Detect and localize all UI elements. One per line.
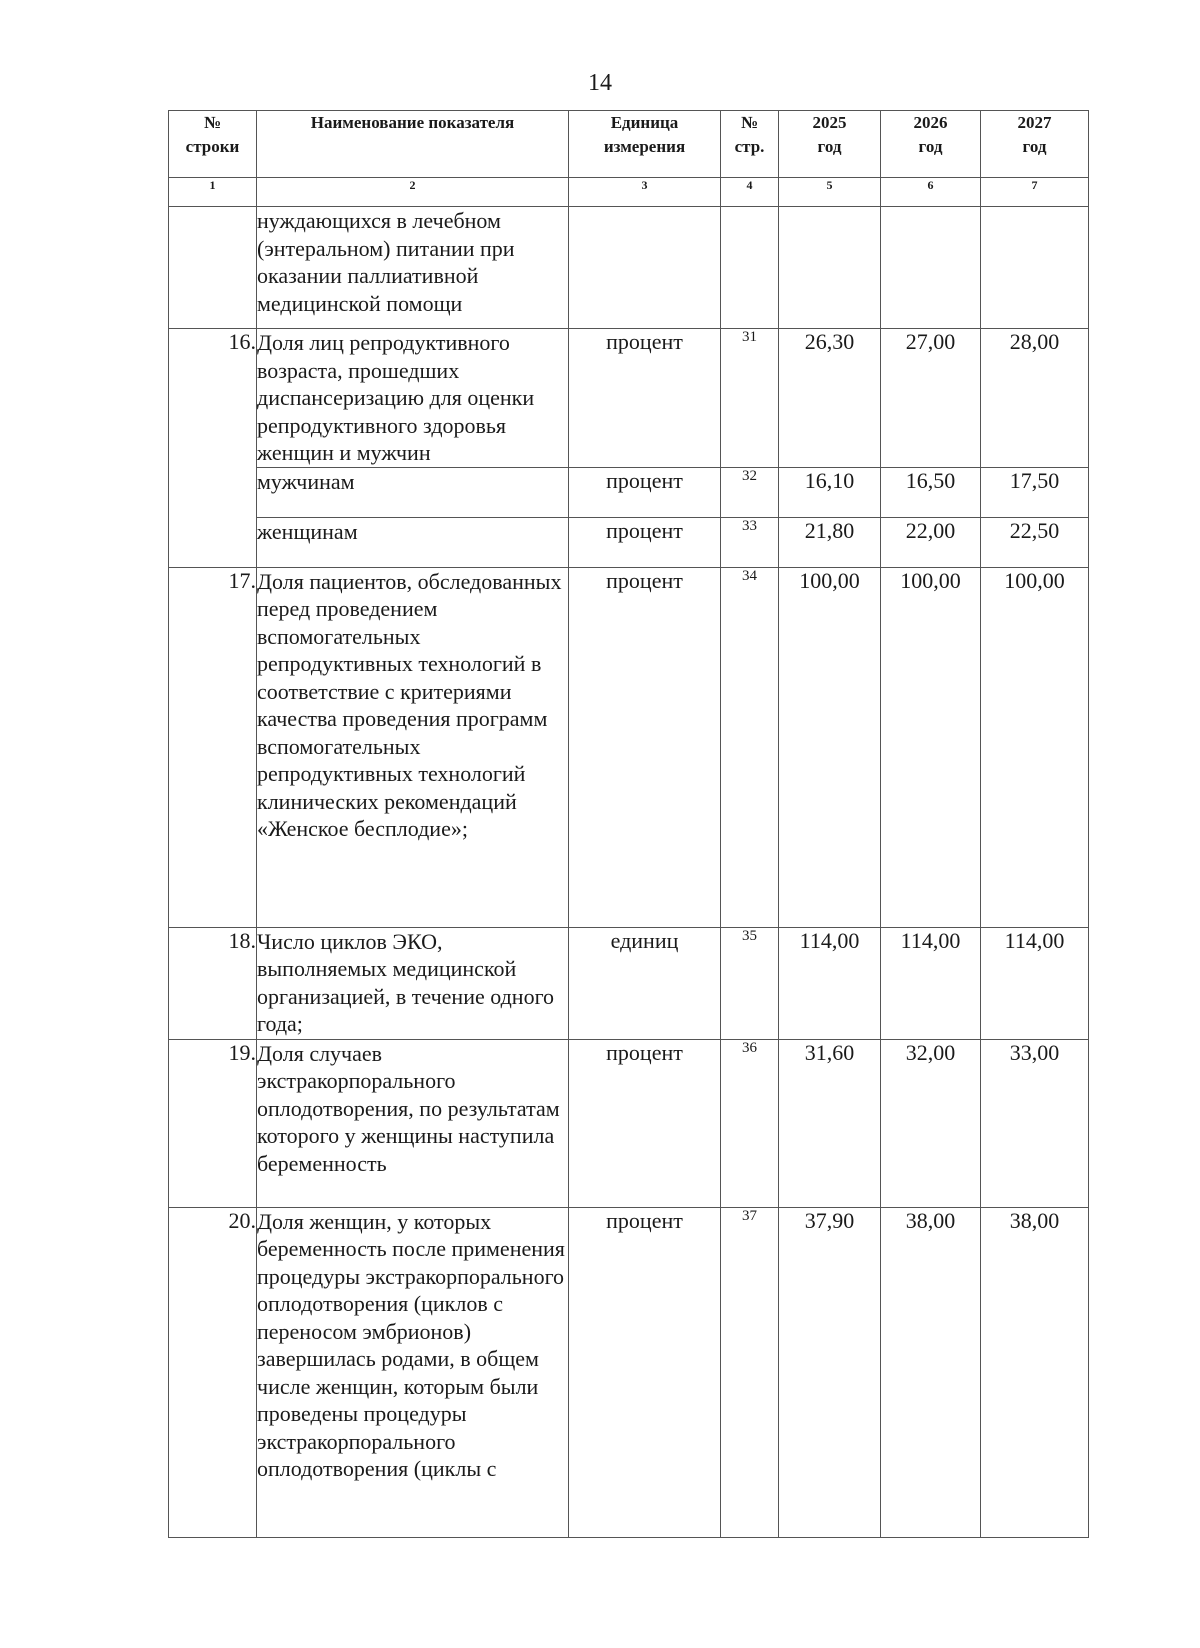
column-number-row (169, 178, 1089, 207)
header-2027 (981, 111, 1089, 178)
indicator-name: Число циклов ЭКО, выполняемых медицинской организацией, в течение одного года; (257, 927, 569, 1039)
unit: процент (569, 329, 721, 468)
header-row (169, 111, 1089, 178)
indicators-table (168, 110, 1089, 1538)
line-ref: 36 (721, 1039, 779, 1207)
indicator-name: Доля пациентов, обследованных перед проведением вспомогательных репродуктивных технологий в соответствие с критериями качества проведения программ вспомогательных репродуктивных технологий клинических рекомендаций «Женское бесплодие»; (257, 567, 569, 927)
value-2025: 31,60 (779, 1039, 881, 1207)
value-2026: 114,00 (881, 927, 981, 1039)
column-number: 6 (881, 178, 981, 207)
table-row (169, 329, 1089, 468)
unit: процент (569, 517, 721, 567)
table-row (169, 567, 1089, 927)
row-number: 18. (169, 927, 257, 1039)
header-text: год (1022, 137, 1047, 156)
header-row-number (169, 111, 257, 178)
column-number: 2 (257, 178, 569, 207)
value-2027 (981, 207, 1089, 329)
column-number: 1 (169, 178, 257, 207)
header-text: 2025 (812, 113, 847, 132)
line-ref: 34 (721, 567, 779, 927)
row-number: 16. (169, 329, 257, 568)
value-2026: 22,00 (881, 517, 981, 567)
value-2025: 16,10 (779, 467, 881, 517)
column-number: 4 (721, 178, 779, 207)
value-2025: 26,30 (779, 329, 881, 468)
value-2026: 38,00 (881, 1207, 981, 1537)
row-number: 19. (169, 1039, 257, 1207)
line-ref: 33 (721, 517, 779, 567)
header-text: 2026 (913, 113, 948, 132)
unit: процент (569, 1039, 721, 1207)
value-2026: 32,00 (881, 1039, 981, 1207)
page-number: 14 (588, 70, 612, 96)
unit: процент (569, 1207, 721, 1537)
indicator-name: мужчинам (257, 467, 569, 517)
header-indicator-name (257, 111, 569, 178)
value-2026: 16,50 (881, 467, 981, 517)
unit (569, 207, 721, 329)
indicator-name: женщинам (257, 517, 569, 567)
value-2025: 114,00 (779, 927, 881, 1039)
indicator-name: Доля лиц репродуктивного возраста, прошедших диспансеризацию для оценки репродуктивного здоровья женщин и мужчин (257, 329, 569, 468)
table-row (169, 207, 1089, 329)
column-number: 7 (981, 178, 1089, 207)
line-ref: 35 (721, 927, 779, 1039)
header-unit (569, 111, 721, 178)
header-text: год (817, 137, 842, 156)
value-2027: 28,00 (981, 329, 1089, 468)
header-text: 2027 (1017, 113, 1052, 132)
header-text: Наименование показателя (310, 113, 515, 132)
value-2027: 17,50 (981, 467, 1089, 517)
value-2027: 38,00 (981, 1207, 1089, 1537)
value-2025: 100,00 (779, 567, 881, 927)
header-text: год (918, 137, 943, 156)
table-row (169, 467, 1089, 517)
value-2025: 21,80 (779, 517, 881, 567)
value-2026: 100,00 (881, 567, 981, 927)
value-2027: 22,50 (981, 517, 1089, 567)
header-2025 (779, 111, 881, 178)
unit: процент (569, 467, 721, 517)
line-ref: 32 (721, 467, 779, 517)
indicator-name: Доля женщин, у которых беременность после применения процедуры экстракорпорального оплодотворения (циклов с переносом эмбрионов) завершилась родами, в общем числе женщин, которым были проведены процедуры экстракорпорального оплодотворения (циклы с (257, 1207, 569, 1537)
line-ref: 37 (721, 1207, 779, 1537)
table-row (169, 927, 1089, 1039)
value-2027: 33,00 (981, 1039, 1089, 1207)
header-text: стр. (734, 137, 765, 156)
unit: единиц (569, 927, 721, 1039)
line-ref (721, 207, 779, 329)
header-2026 (881, 111, 981, 178)
column-number: 5 (779, 178, 881, 207)
header-text: Единица (610, 113, 679, 132)
row-number: 20. (169, 1207, 257, 1537)
value-2027: 100,00 (981, 567, 1089, 927)
header-text: измерения (603, 137, 686, 156)
header-text: строки (185, 137, 240, 156)
table-row (169, 1207, 1089, 1537)
column-number: 3 (569, 178, 721, 207)
unit: процент (569, 567, 721, 927)
value-2026 (881, 207, 981, 329)
line-ref: 31 (721, 329, 779, 468)
table-row (169, 1039, 1089, 1207)
row-number (169, 207, 257, 329)
value-2027: 114,00 (981, 927, 1089, 1039)
indicator-name: нуждающихся в лечебном (энтеральном) питании при оказании паллиативной медицинской помощи (257, 207, 569, 329)
header-text: № (203, 113, 222, 132)
row-number: 17. (169, 567, 257, 927)
value-2026: 27,00 (881, 329, 981, 468)
value-2025 (779, 207, 881, 329)
indicator-name: Доля случаев экстракорпорального оплодотворения, по результатам которого у женщины наступила беременность (257, 1039, 569, 1207)
table-row (169, 517, 1089, 567)
header-text: № (740, 113, 759, 132)
value-2025: 37,90 (779, 1207, 881, 1537)
header-line-ref (721, 111, 779, 178)
